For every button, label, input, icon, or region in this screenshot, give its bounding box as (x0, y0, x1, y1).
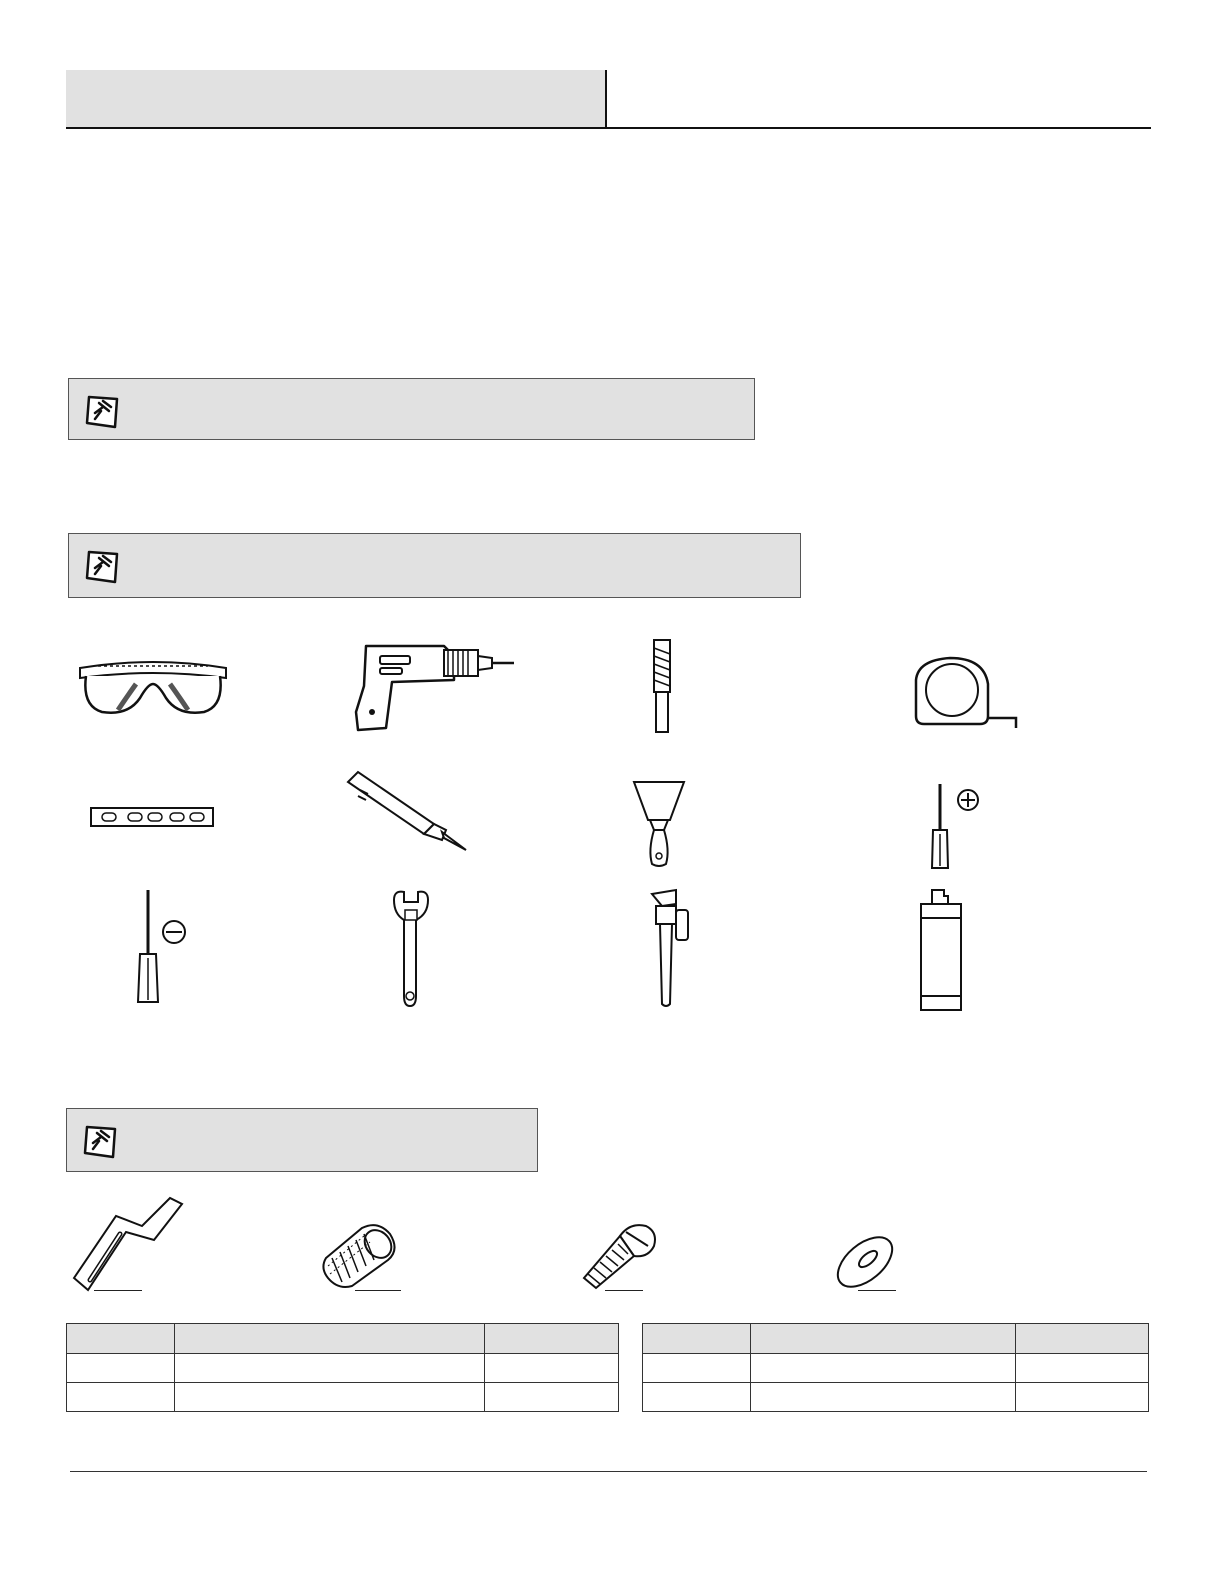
table-header-cell (67, 1324, 175, 1354)
table-cell (1016, 1354, 1149, 1383)
hardware-washer (832, 1234, 898, 1290)
table-header-row (67, 1324, 619, 1354)
parts-table-left (66, 1323, 619, 1412)
table-header-cell (174, 1324, 484, 1354)
hardware-screw (580, 1222, 658, 1290)
footer-rule (70, 1471, 1147, 1472)
caulk-cartridge-icon (918, 888, 964, 1012)
table-header-cell (750, 1324, 1015, 1354)
table-cell (67, 1354, 175, 1383)
mounting-bracket-icon (70, 1196, 186, 1292)
part-count-line-4 (858, 1290, 896, 1291)
table-row (67, 1383, 619, 1412)
tool-masonry-bit (648, 638, 676, 734)
silicone-tube-icon (346, 770, 468, 852)
note-pin-icon (79, 1119, 123, 1163)
table-cell (485, 1354, 619, 1383)
tool-safety-glasses (78, 654, 228, 718)
header-rule (66, 127, 1151, 129)
table-cell (67, 1383, 175, 1412)
table-cell (174, 1354, 484, 1383)
parts-table-right (642, 1323, 1149, 1412)
putty-knife-icon (630, 780, 688, 868)
note-bar-1 (68, 378, 755, 440)
table-cell (1016, 1383, 1149, 1412)
part-count-line-1 (94, 1290, 142, 1291)
note-bar-2 (68, 533, 801, 598)
hardware-anchor (318, 1222, 402, 1288)
part-count-line-3 (605, 1290, 643, 1291)
wall-anchor-icon (318, 1222, 402, 1288)
tool-caulk-cartridge (918, 888, 964, 1012)
tool-silicone-tube (346, 770, 468, 852)
tool-level (90, 806, 214, 828)
table-cell (174, 1383, 484, 1412)
table-cell (643, 1383, 751, 1412)
washer-icon (832, 1234, 898, 1290)
tool-power-drill (352, 642, 517, 734)
note-pin-icon (81, 389, 125, 433)
tool-phillips-screwdriver (920, 780, 984, 872)
flathead-screwdriver-icon (132, 888, 196, 1006)
table-row (67, 1354, 619, 1383)
power-drill-icon (352, 642, 517, 734)
note-bar-3 (66, 1108, 538, 1172)
table-cell (643, 1354, 751, 1383)
table-header-cell (643, 1324, 751, 1354)
table-cell (750, 1354, 1015, 1383)
level-icon (90, 806, 214, 828)
part-count-line-2 (355, 1290, 401, 1291)
hardware-bracket (70, 1196, 186, 1292)
table-row (643, 1383, 1149, 1412)
note-pin-icon (81, 544, 125, 588)
table-row (643, 1354, 1149, 1383)
phillips-screwdriver-icon (920, 780, 984, 872)
section-title-tab (66, 70, 607, 127)
masonry-bit-icon (648, 638, 676, 734)
tool-flathead-screwdriver (132, 888, 196, 1006)
table-header-cell (485, 1324, 619, 1354)
tape-measure-icon (910, 654, 1022, 732)
table-cell (750, 1383, 1015, 1412)
screw-icon (580, 1222, 658, 1290)
adjustable-wrench-icon (392, 888, 430, 1008)
tool-putty-knife (630, 780, 688, 868)
tool-pipe-wrench (648, 886, 692, 1010)
table-header-row (643, 1324, 1149, 1354)
tool-tape-measure (910, 654, 1022, 732)
table-cell (485, 1383, 619, 1412)
tool-adjustable-wrench (392, 888, 430, 1008)
table-header-cell (1016, 1324, 1149, 1354)
safety-glasses-icon (78, 654, 228, 718)
pipe-wrench-icon (648, 886, 692, 1010)
